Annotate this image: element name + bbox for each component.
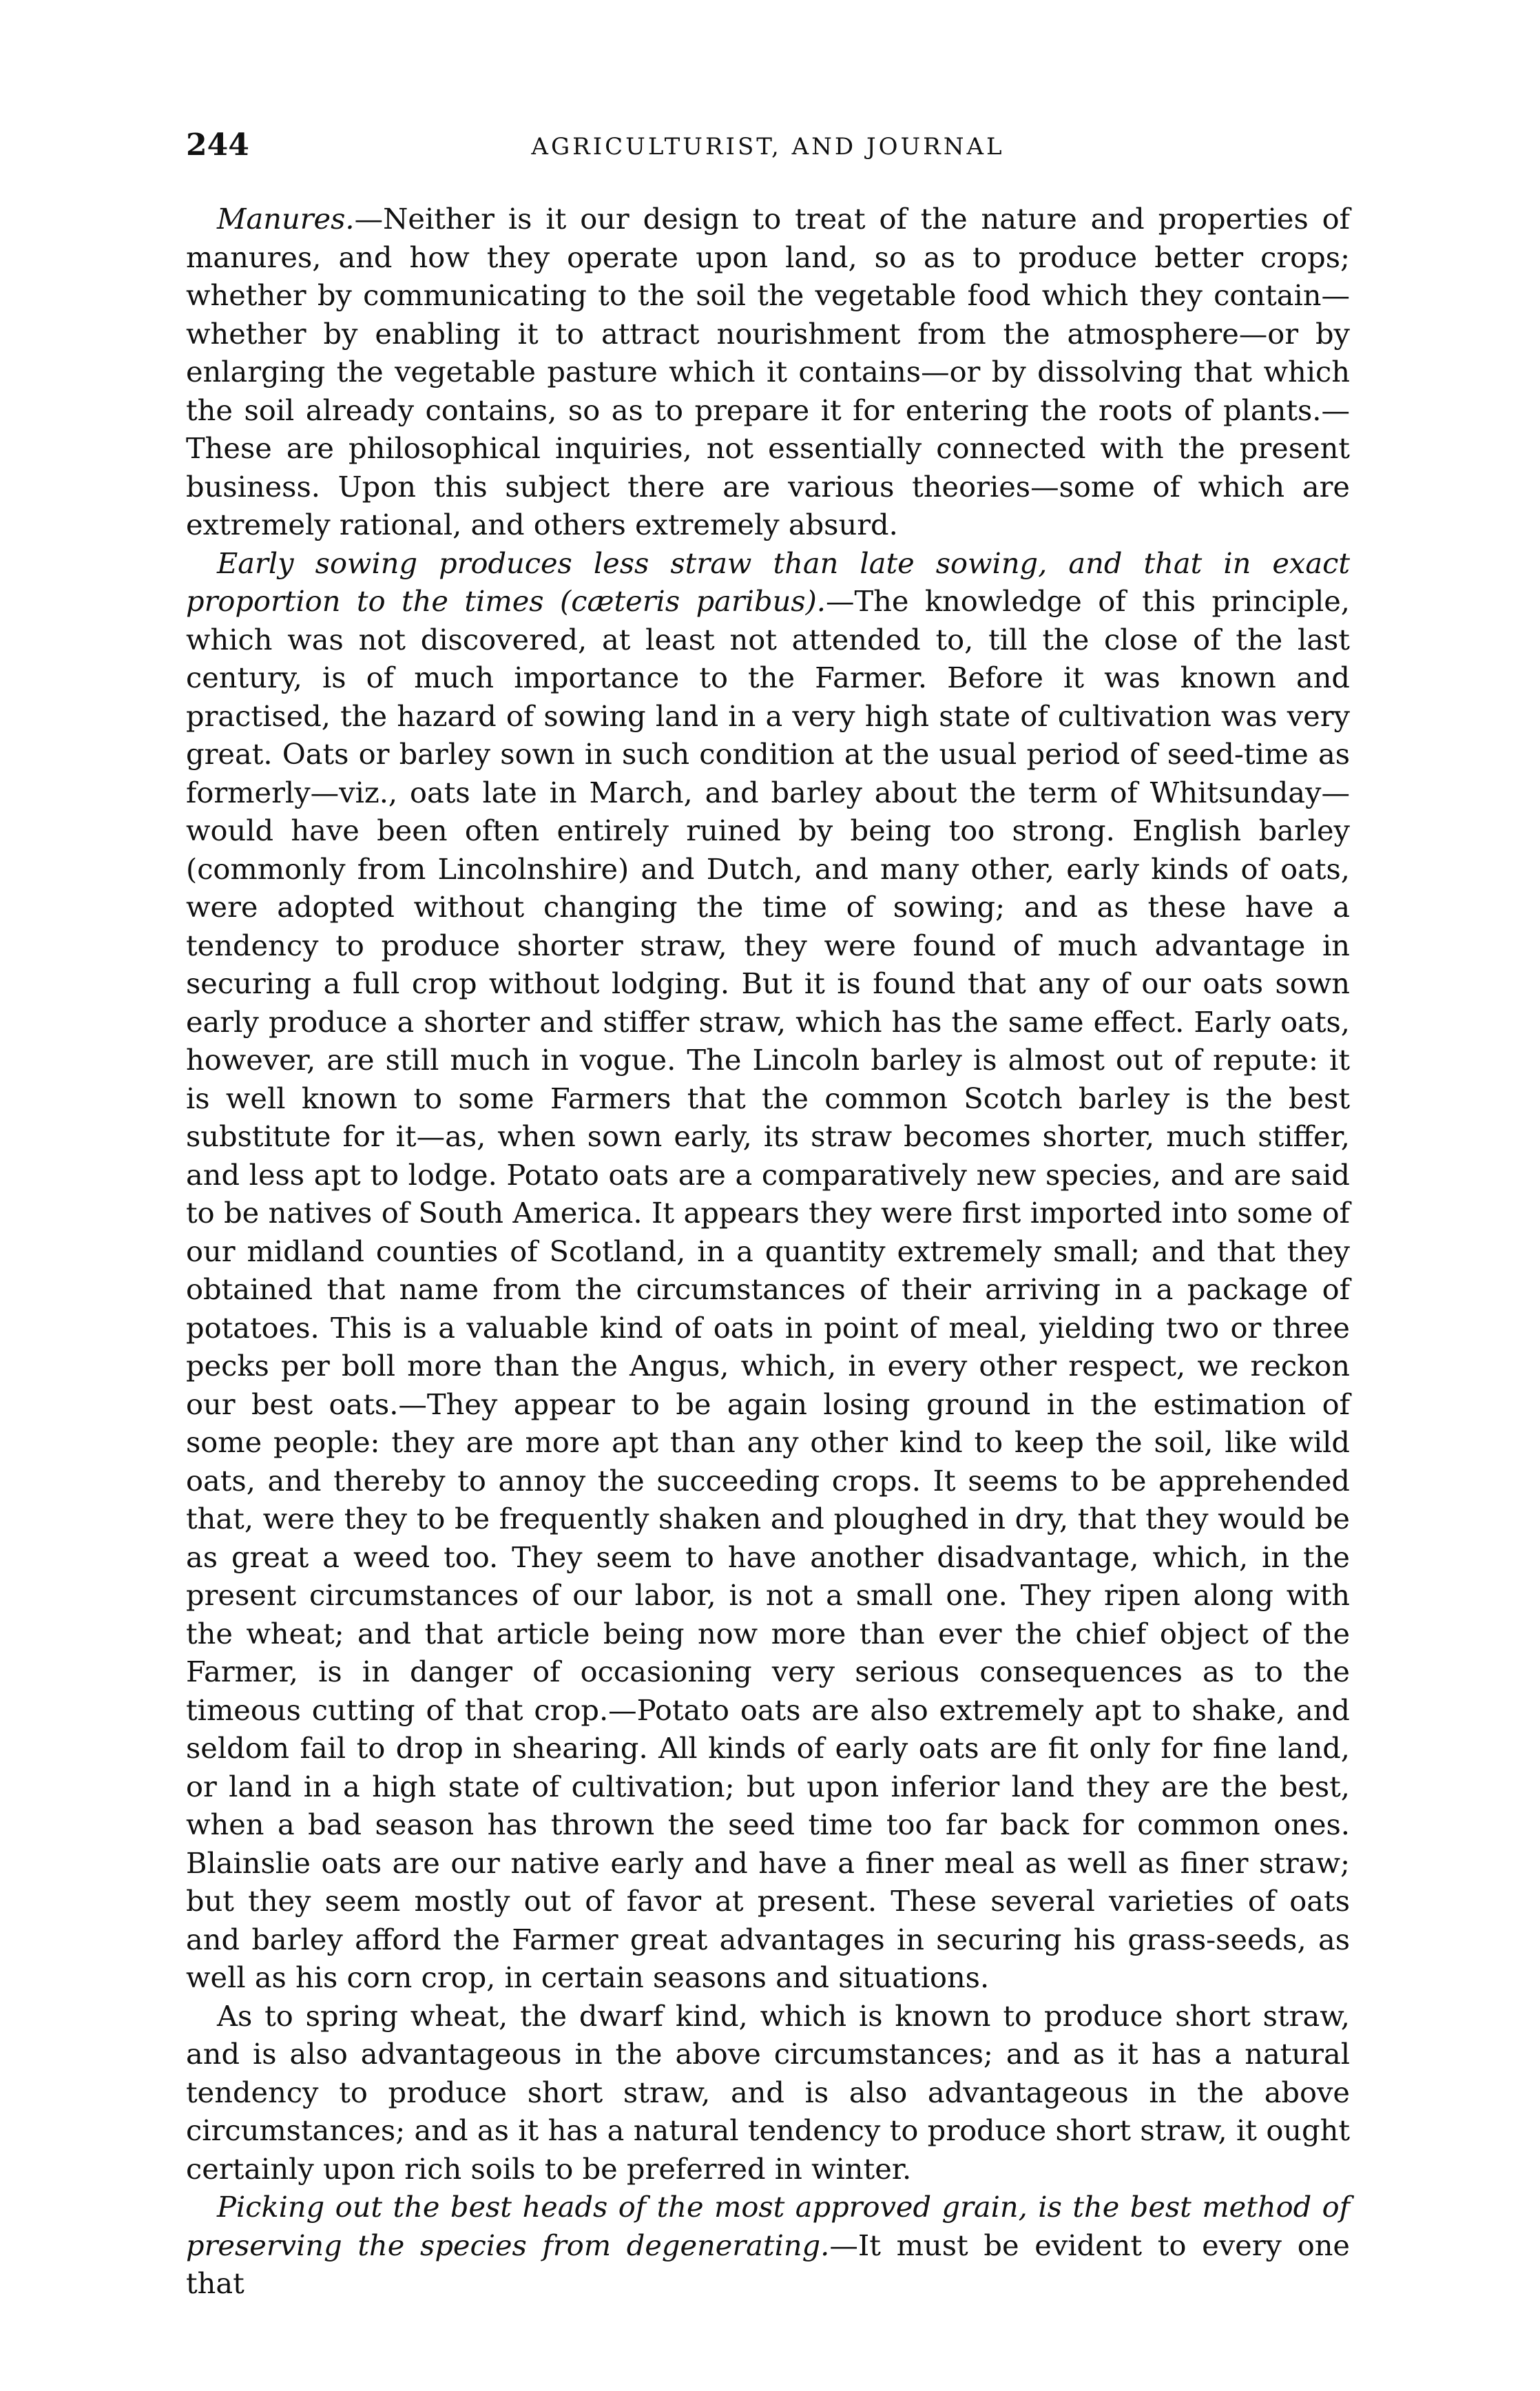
paragraph-picking-out <box>186 2188 1350 2303</box>
paragraph-text: As to spring wheat, the dwarf kind, which is known to produce short straw, and is also advantageous in the above circumstances; and as it has a natural tendency to produce short straw, and is also advantageous in the above circumstances; and as it has a natural tendency to produce short straw, it ought certainly upon rich soils to be preferred in winter. <box>186 1998 1350 2186</box>
paragraph-lead: Manures. <box>217 202 355 236</box>
paragraph-text: —It must be evident to every one that <box>186 2228 1350 2300</box>
running-head: AGRICULTURIST, AND JOURNAL <box>531 133 1005 161</box>
body-text <box>186 200 1350 2303</box>
paragraph-lead: Picking out the best heads of the most approved grain, is the best method of preserving the species from degenerating. <box>186 2190 1350 2262</box>
page-number: 244 <box>186 127 249 163</box>
paragraph-spring-wheat <box>186 1997 1350 2188</box>
paragraph-text: —Neither is it our design to treat of the nature and properties of manures, and how they operate upon land, so as to produce better crops; whether by communicating to the soil the vegetable food which they contain—whether by enabling it to attract nourishment from the atmosphere—or by enlarging the vegetable pasture which it contains—or by dissolving that which the soil already contains, so as to prepare it for entering the roots of plants.—These are philosophical inquiries, not essentially connected with the present business. Upon this subject there are various theories—some of which are extremely rational, and others extremely absurd. <box>186 202 1350 541</box>
page-header <box>186 127 1350 169</box>
paragraph-text: —The knowledge of this principle, which was not discovered, at least not attended to, till the close of the last century, is of much importance to the Farmer. Before it was known and practised, the hazard of sowing land in a very high state of cultivation was very great. Oats or barley sown in such condition at the usual period of seed-time as formerly—viz., oats late in March, and barley about the term of Whitsunday—would have been often entirely ruined by being too strong. English barley (commonly from Lincolnshire) and Dutch, and many other, early kinds of oats, were adopted without changing the time of sowing; and as these have a tendency to produce shorter straw, they were found of much advantage in securing a full crop without lodging. But it is found that any of our oats sown early produce a shorter and stiffer straw, which has the same effect. Early oats, however, are still much in vogue. The Lincoln barley is almost out of repute: it is well known to some Farmers that the common Scotch barley is the best substitute for it—as, when sown early, its straw becomes shorter, much stiffer, and less apt to lodge. Potato oats are a comparatively new species, and are said to be natives of South America. It appears they were first imported into some of our midland counties of Scotland, in a quantity extremely small; and that they obtained that name from the circumstances of their arriving in a package of potatoes. This is a valuable kind of oats in point of meal, yielding two or three pecks per boll more than the Angus, which, in every other respect, we reckon our best oats.—They appear to be again losing ground in the estimation of some people: they are more apt than any other kind to keep the soil, like wild oats, and thereby to annoy the succeeding crops. It seems to be apprehended that, were they to be frequently shaken and ploughed in dry, that they would be as great a weed too. They seem to have another disadvantage, which, in the present circumstances of our labor, is not a small one. They ripen along with the wheat; and that article being now more than ever the chief object of the Farmer, is in danger of occasioning very serious consequences as to the timeous cutting of that crop.—Potato oats are also extremely apt to shake, and seldom fail to drop in shearing. All kinds of early oats are fit only for fine land, or land in a high state of cultivation; but upon inferior land they are the best, when a bad season has thrown the seed time too far back for common ones. Blainslie oats are our native early and have a finer meal as well as finer straw; but they seem mostly out of favor at present. These several varieties of oats and barley afford the Farmer great advantages in securing his grass-seeds, as well as his corn crop, in certain seasons and situations. <box>186 584 1351 1994</box>
paragraph-manures <box>186 200 1350 544</box>
paragraph-lead: Early sowing produces less straw than late sowing, and that in exact proportion to the times (cæteris paribus). <box>186 546 1350 618</box>
paragraph-early-sowing <box>186 544 1350 1997</box>
